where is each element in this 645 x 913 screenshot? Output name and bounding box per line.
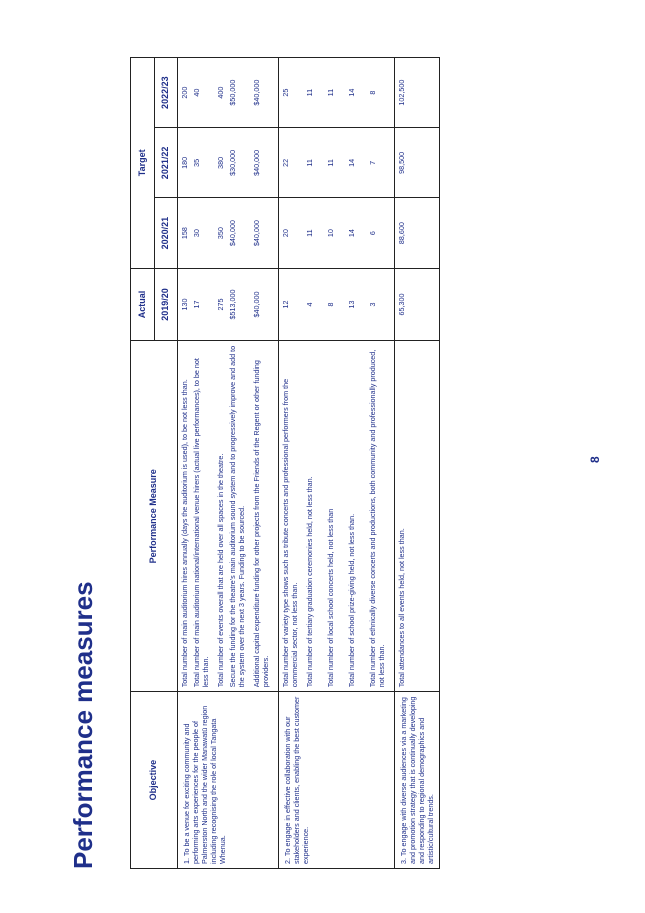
header-year: 2022/23: [155, 58, 178, 128]
objective-row: [178, 58, 279, 869]
target-values-cell: [279, 58, 395, 128]
value: 11: [305, 229, 314, 237]
value: 200: [180, 86, 189, 99]
value: 10: [326, 229, 335, 238]
value: 158: [180, 227, 189, 240]
target-values-cell: [178, 58, 279, 128]
objective-cell: 1. To be a venue for exciting community and performing arts experiences for the people of Palmerston North and the wider Manawatū region including recognising the role of local Tangata Whenua.: [178, 692, 279, 869]
value: 11: [305, 88, 314, 97]
measure-cell: [279, 341, 395, 692]
value: 275: [216, 298, 225, 311]
value: $40,000: [252, 291, 261, 318]
value: 400: [216, 86, 225, 99]
value: 13: [347, 300, 356, 309]
measure-text: Total number of variety type shows such as tribute concerts and professional performers from the commercial sector, not less than.: [281, 378, 299, 688]
target-values-cell: [178, 198, 279, 268]
value: $40,000: [252, 149, 261, 176]
target-values-cell: [279, 128, 395, 198]
value: 8: [326, 302, 335, 307]
measure-cell: Total attendances to all events held, not less than.: [395, 341, 440, 692]
measure-text: Additional capital expenditure funding for other projects from the Friends of the Regent or other funding providers.: [252, 360, 270, 688]
value: $50,000: [228, 79, 237, 106]
value: 30: [192, 229, 201, 238]
measure-text: Total number of main auditorium national/international venue hirers (actual live performances), to be not less than.: [192, 358, 210, 688]
value: 180: [180, 156, 189, 169]
value: 3: [368, 302, 377, 307]
header-year: 2021/22: [155, 128, 178, 198]
value: $30,000: [228, 149, 237, 176]
value: $40,000: [252, 79, 261, 106]
value: 14: [347, 88, 356, 97]
target-value: 102,500: [395, 58, 440, 128]
header-performance-measure: Performance Measure: [131, 341, 178, 692]
performance-measures-table: [130, 57, 440, 869]
value: 130: [180, 298, 189, 311]
actual-values-cell: [279, 268, 395, 341]
measure-text: Total number of events overall that are held over all spaces in the theatre.: [216, 453, 225, 688]
value: 8: [368, 90, 377, 95]
measure-text: Total number of main auditorium hires annually (days the auditorium is used), to be not less than.: [180, 379, 189, 688]
header-row-1: [131, 58, 155, 869]
header-actual: Actual: [131, 268, 155, 341]
objective-cell: 2. To engage in effective collaboration with our stakeholders and clients, enabling the best customer experience.: [279, 692, 395, 869]
target-value: 88,600: [395, 198, 440, 268]
measure-text: Secure the funding for the theatre's main auditorium sound system and to progressively improve and add to the system over the next 3 years. Funding to be sourced.: [228, 345, 246, 688]
objective-row: [395, 58, 440, 869]
value: $513,000: [228, 289, 237, 320]
page-title: Performance measures: [68, 581, 98, 869]
page-number: 8: [588, 456, 602, 463]
measure-cell: [178, 341, 279, 692]
value: 11: [326, 159, 335, 167]
value: 20: [281, 229, 290, 238]
value: 380: [216, 156, 225, 169]
header-target: Target: [131, 58, 155, 269]
target-value: 98,500: [395, 128, 440, 198]
value: 25: [281, 88, 290, 97]
objective-cell: 3. To engage with diverse audiences via a marketing and promotion strategy that is continually developing and responding to regional demographics and artistic/cultural trends.: [395, 692, 440, 869]
measure-text: Total number of school prize-giving held, not less than.: [347, 513, 356, 688]
header-objective: Objective: [131, 692, 178, 869]
header-year: 2019/20: [155, 268, 178, 341]
value: 11: [305, 159, 314, 167]
target-values-cell: [178, 128, 279, 198]
value: $40,000: [252, 220, 261, 247]
value: 4: [305, 302, 314, 307]
header-year: 2020/21: [155, 198, 178, 268]
value: 12: [281, 300, 290, 309]
value: 40: [192, 88, 201, 97]
measure-text: Total number of tertiary graduation ceremonies held, not less than.: [305, 476, 314, 688]
target-values-cell: [279, 198, 395, 268]
actual-values-cell: [178, 268, 279, 341]
measure-text: Total number of ethnically diverse concerts and productions, both community and professionally produced, not less than.: [368, 349, 386, 688]
value: 11: [326, 88, 335, 97]
value: 17: [192, 300, 201, 309]
value: 6: [368, 231, 377, 236]
value: 22: [281, 158, 290, 167]
value: $40,000: [228, 220, 237, 247]
actual-value: 65,300: [395, 268, 440, 341]
value: 14: [347, 158, 356, 167]
value: 350: [216, 227, 225, 240]
objective-row: [279, 58, 395, 869]
measure-text: Total number of local school concerts held, not less than: [326, 508, 335, 688]
value: 14: [347, 229, 356, 238]
value: 7: [368, 160, 377, 165]
value: 35: [192, 158, 201, 167]
